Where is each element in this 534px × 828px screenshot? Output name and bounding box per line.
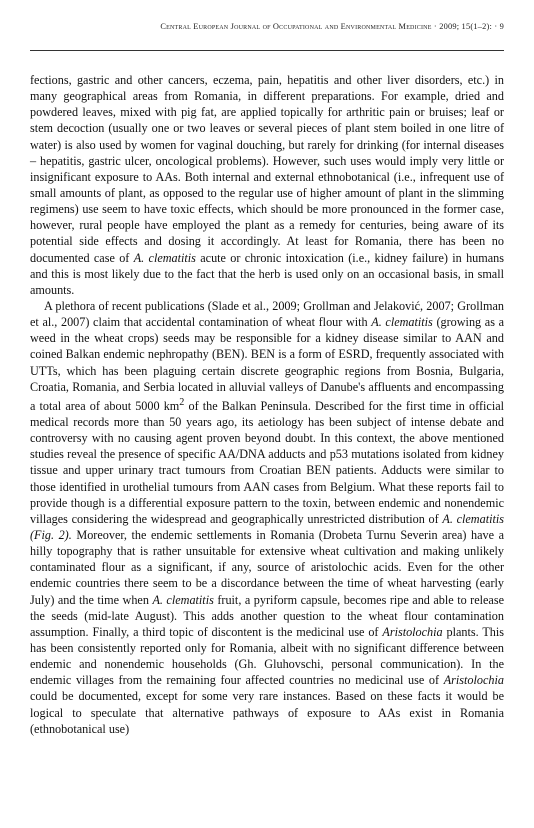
text-run: Moreover, the endemic settlements in Romania (Drobeta Turnu Severin area) have a hilly topography that is rather unsuitable for extensive wheat cultivation and making unlikely contaminated flour as a significant, if any, source of aristolochic acids. Even for the other endemic countries there seem to be a discordance between the time of wheat harvesting (early July) and the time when — [30, 528, 504, 607]
header-separator: · — [433, 22, 440, 31]
species-name: A. clematitis — [133, 250, 196, 265]
text-run: acute or chronic intoxication (i.e., kidney failure) in humans and this is most likely due to the fact that the herb is used only on an occasional basis, in small amounts. — [30, 250, 504, 297]
running-header — [30, 22, 504, 31]
text-run: of the Balkan Peninsula. Described for the first time in official medical records more than 50 years ago, its aetiology has been subject of intense debate and controversy with no causing agent proven beyond doubt. In this context, the above mentioned studies reveal the presence of specific AA/DNA adducts and p53 mutations isolated from kidney tissue and upper urinary tract tumours from Croatian BEN patients. Adducts were similar to those identified in urothelial tumours from AAN cases from Belgium. What these reports fail to provide though is a differential exposure pattern to the toxin, between endemic and nonendemic villages considering the widespread and geographically unrestricted distribution of — [30, 398, 504, 526]
paragraph — [30, 298, 504, 737]
page-number: 9 — [499, 22, 504, 31]
figure-reference: A. clematitis (Fig. 2). — [30, 511, 504, 542]
genus-name: Aristolochia — [382, 624, 443, 639]
superscript: 2 — [179, 396, 185, 408]
journal-title: Central European Journal of Occupational and Environmental Medicine — [160, 22, 432, 31]
header-separator: · — [494, 22, 500, 31]
header-rule — [30, 50, 504, 51]
text-run: (growing as a weed in the wheat crops) seeds may be responsible for a kidney disease similar to AAN and coined Balkan endemic nephropathy (BEN). BEN is a form of ESRD, frequently associated with UTTs, which has been plaguing certain discrete geographic regions from Bosnia, Bulgaria, Croatia, Romania, and Serbia located in alluvial valleys of Danube's affluents and encompassing a total area of about 5000 km — [30, 315, 504, 413]
species-name: A. clematitis — [152, 592, 214, 607]
text-run: could be documented, except for some very rare instances. Based on these facts it would be logical to speculate that alternative pathways of exposure to AAs exist in Romania (ethnobotanical use) — [30, 689, 504, 736]
text-run: A plethora of recent publications (Slade et al., 2009; Grollman and Jelaković, 2007; Grollman et al., 2007) claim that accidental contamination of wheat flour with — [30, 298, 504, 330]
citation: 2009; 15(1–2): — [439, 22, 493, 31]
text-run: fections, gastric and other cancers, eczema, pain, hepatitis and other liver disorders, etc.) in many geographical areas from Romania, in different preparations. For example, dried and powdered leaves, mixed with pig fat, are applied topically for arthritic pain or bruises; leaf or stem decoction (usually one or two leaves or several pieces of plant stem boiled in one litre of water) is also used by women for vaginal douching, but rarely for drinking (for internal diseases – hepatitis, gastric ulcer, oncological problems). However, such uses would imply very little or insignificant exposure to AAs. Both internal and external ethnobotanical (i.e., infrequent use of small amounts of plant, as opposed to the regular use of higher amount of plant in the slimming regimens) use seem to have toxic effects, which should be more pronounced in the former case, however, rural people have employed the plant as a remedy for centuries, being aware of its potential side effects and dosing it accordingly. At least for Romania, there has been no documented case of — [30, 73, 504, 265]
article-body — [30, 72, 504, 737]
paragraph — [30, 72, 504, 298]
text-run: plants. This has been consistently reported only for Romania, albeit with no significant difference between endemic and nonendemic households (Gh. Gluhovschi, personal communication). In the endemic villages from the remaining four affected countries no medicinal use of — [30, 624, 504, 688]
species-name: A. clematitis — [371, 315, 433, 330]
genus-name: Aristolochia — [443, 673, 504, 688]
text-run: fruit, a pyriform capsule, becomes ripe and able to release the seeds (mid-late August). This adds another question to the wheat flour contamination assumption. Finally, a third topic of discontent is the medicinal use of — [30, 592, 504, 639]
